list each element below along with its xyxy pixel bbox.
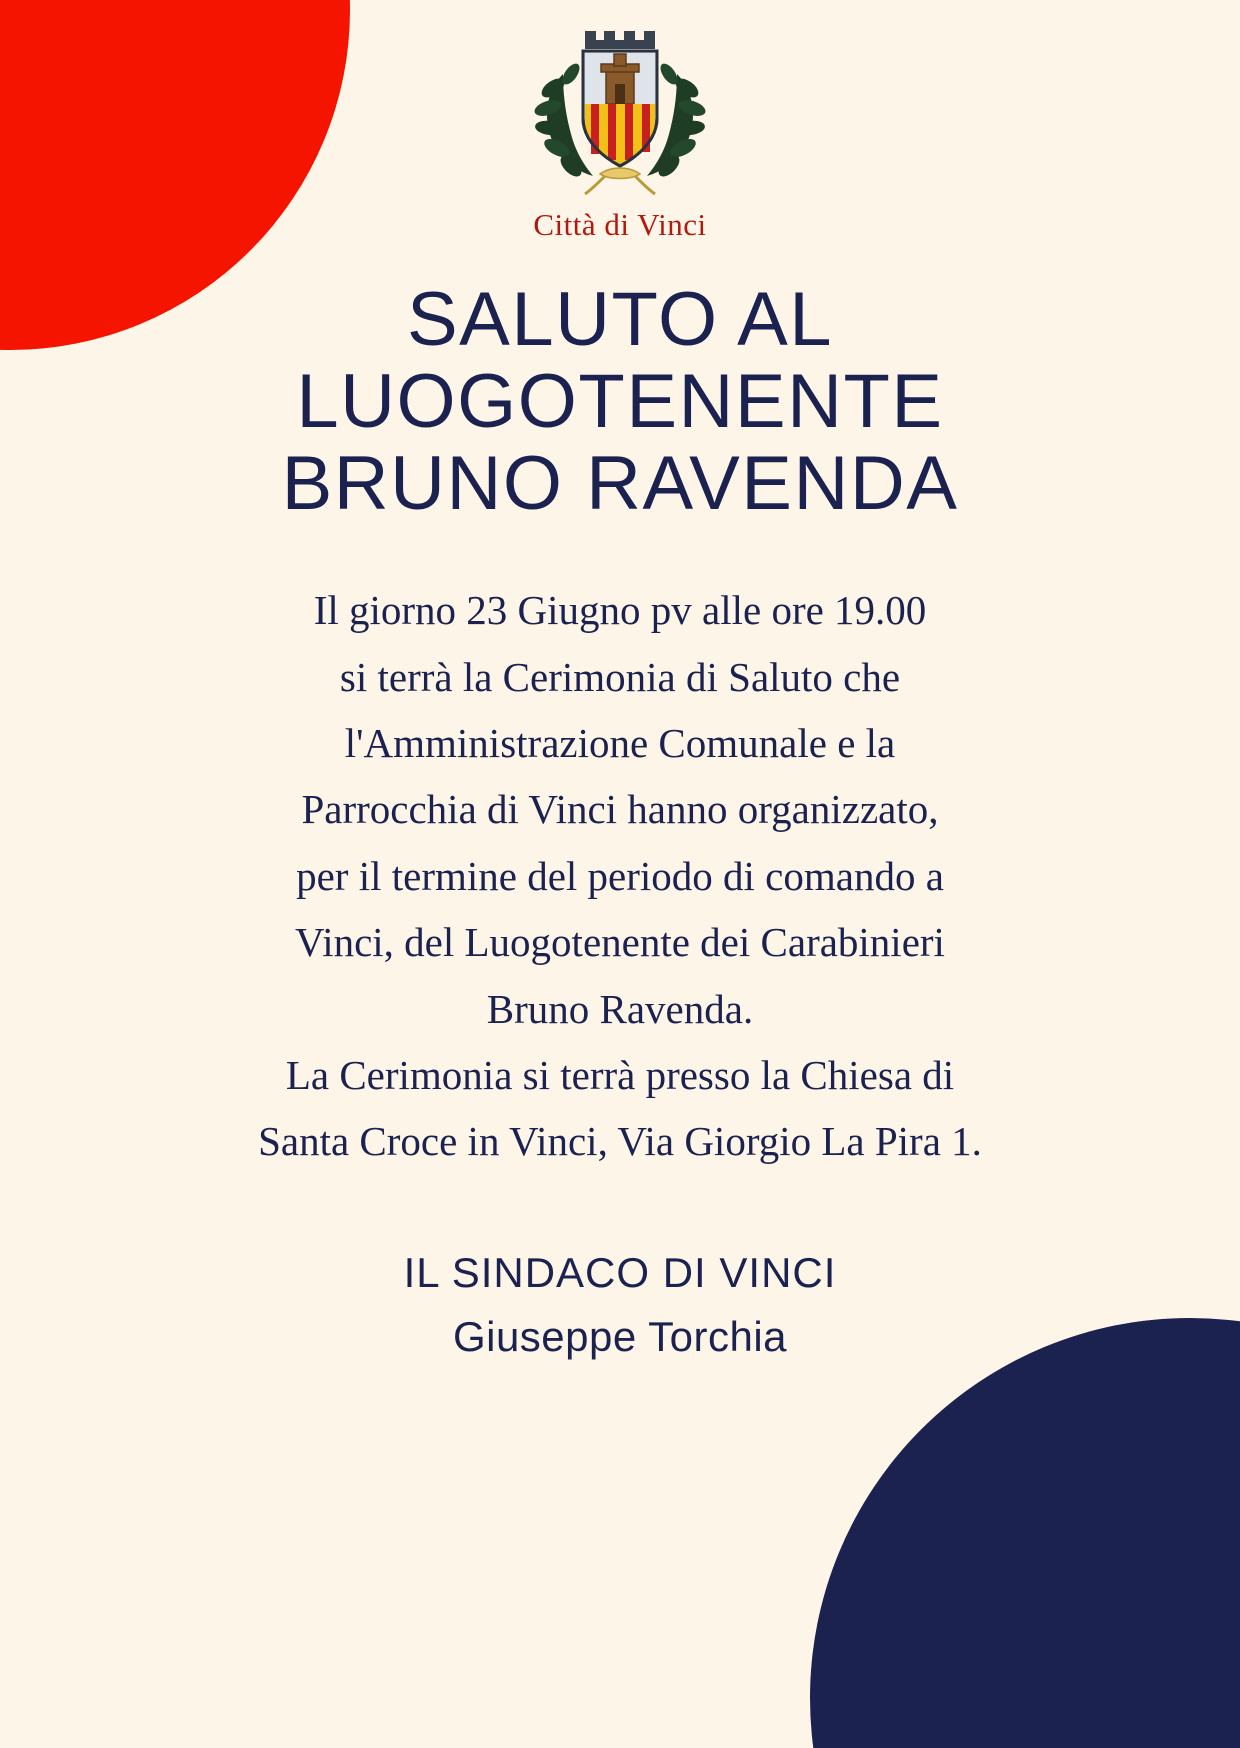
body-line-1: Il giorno 23 Giugno pv alle ore 19.00	[313, 587, 927, 634]
page-title-line-3: BRUNO RAVENDA	[281, 441, 959, 527]
crest-caption: Città di Vinci	[533, 207, 707, 242]
crest-block	[495, 18, 745, 243]
body-line-4: Parrocchia di Vinci hanno organizzato,	[301, 786, 939, 833]
body-line-6: Vinci, del Luogotenente dei Carabinieri	[295, 919, 945, 966]
coat-of-arms-icon	[505, 26, 735, 211]
body-line-9: Santa Croce in Vinci, Via Giorgio La Pira 1.	[258, 1118, 982, 1165]
signature-name: Giuseppe Torchia	[452, 1312, 788, 1360]
signature-role: IL SINDACO DI VINCI	[403, 1248, 837, 1296]
announcement-body	[170, 577, 1070, 1175]
page-title	[150, 279, 1090, 525]
signature-block	[60, 1249, 1180, 1361]
body-line-7: Bruno Ravenda.	[486, 985, 754, 1032]
body-line-8: La Cerimonia si terrà presso la Chiesa di	[285, 1052, 955, 1099]
body-line-2: si terrà la Cerimonia di Saluto che	[339, 653, 901, 700]
page-title-line-1: SALUTO AL	[406, 277, 834, 362]
page-title-line-2: LUOGOTENENTE	[296, 359, 944, 445]
body-line-5: per il termine del periodo di comando a	[296, 852, 944, 899]
body-line-3: l'Amministrazione Comunale e la	[344, 720, 896, 767]
